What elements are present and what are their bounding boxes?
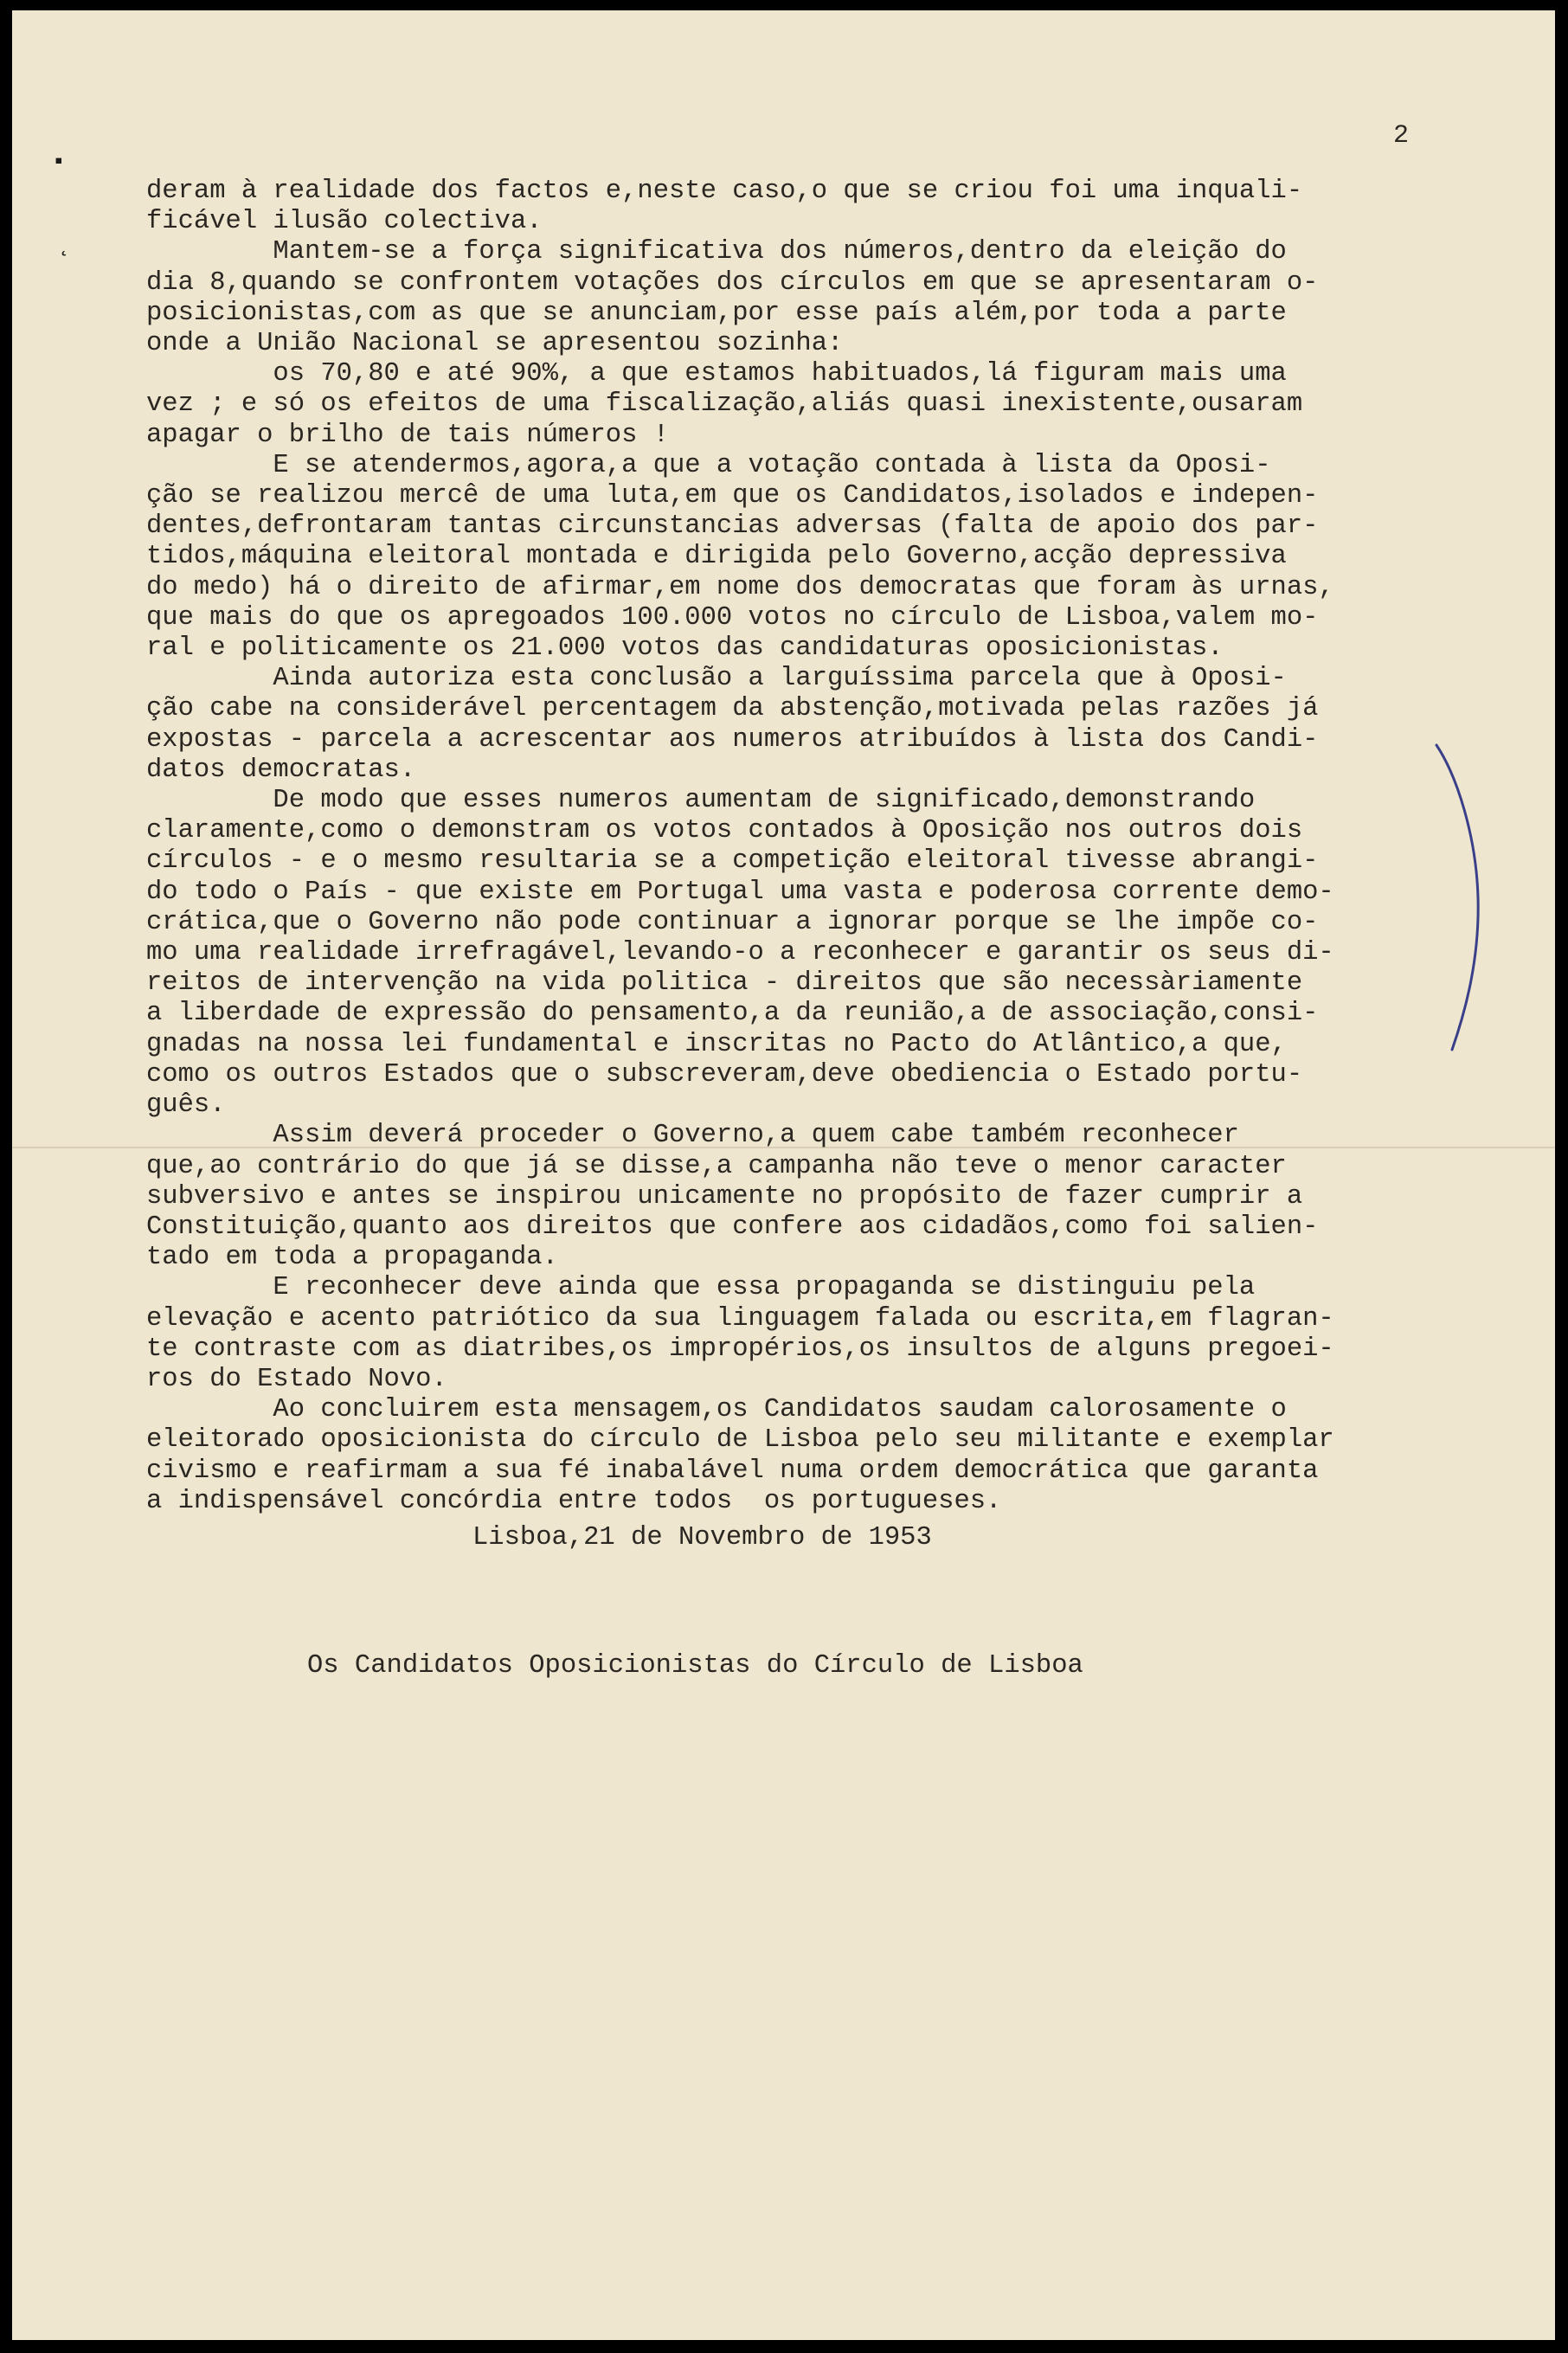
- body-line: a indispensável concórdia entre todos os portugueses.: [146, 1486, 1002, 1516]
- body-line: que,ao contrário do que já se disse,a campanha não teve o menor caracter: [146, 1151, 1287, 1181]
- page-number: 2: [1393, 121, 1410, 151]
- handwritten-margin-bracket: [1431, 742, 1492, 1053]
- place-and-date: Lisboa,21 de Novembro de 1953: [472, 1523, 932, 1553]
- body-line: Ao concluirem esta mensagem,os Candidatos saudam calorosamente o: [146, 1395, 1287, 1425]
- body-line: E se atendermos,agora,a que a votação contada à lista da Oposi-: [146, 450, 1271, 480]
- body-line: dentes,defrontaram tantas circunstancias adversas (falta de apoio dos par-: [146, 511, 1319, 542]
- body-line: Assim deverá proceder o Governo,a quem cabe também reconhecer: [146, 1121, 1239, 1151]
- body-line: ção se realizou mercê de uma luta,em que os Candidatos,isolados e indepen-: [146, 481, 1319, 511]
- body-line: do medo) há o direito de afirmar,em nome dos democratas que foram às urnas,: [146, 572, 1334, 602]
- body-line: tidos,máquina eleitoral montada e dirigida pelo Governo,acção depressiva: [146, 542, 1287, 572]
- body-line: datos democratas.: [146, 755, 416, 785]
- body-line: do todo o País - que existe em Portugal uma vasta e poderosa corrente demo-: [146, 877, 1334, 907]
- margin-mark: ▪: [52, 149, 66, 175]
- body-line: reitos de intervenção na vida politica - direitos que são necessàriamente: [146, 968, 1303, 999]
- body-line: apagar o brilho de tais números !: [146, 420, 669, 450]
- body-line: crática,que o Governo não pode continuar a ignorar porque se lhe impõe co-: [146, 907, 1319, 937]
- signature-line: Os Candidatos Oposicionistas do Círculo de Lisboa: [307, 1651, 1083, 1681]
- body-line: claramente,como o demonstram os votos contados à Oposição nos outros dois: [146, 816, 1303, 846]
- body-line: ção cabe na considerável percentagem da abstenção,motivada pelas razões já: [146, 694, 1319, 724]
- body-line: civismo e reafirmam a sua fé inabalável numa ordem democrática que garanta: [146, 1456, 1319, 1486]
- body-line: gnadas na nossa lei fundamental e inscritas no Pacto do Atlântico,a que,: [146, 1029, 1287, 1059]
- body-line: tado em toda a propaganda.: [146, 1243, 558, 1273]
- body-line: posicionistas,com as que se anunciam,por esse país além,por toda a parte: [146, 298, 1287, 328]
- body-line: E reconhecer deve ainda que essa propaganda se distinguiu pela: [146, 1273, 1256, 1303]
- body-line: eleitorado oposicionista do círculo de Lisboa pelo seu militante e exemplar: [146, 1425, 1334, 1456]
- body-line: te contraste com as diatribes,os impropérios,os insultos de alguns pregoei-: [146, 1334, 1334, 1364]
- body-line: dia 8,quando se confrontem votações dos círculos em que se apresentaram o-: [146, 267, 1319, 298]
- body-line: Ainda autoriza esta conclusão a larguíssima parcela que à Oposi-: [146, 664, 1287, 694]
- body-line: como os outros Estados que o subscreveram,deve obediencia o Estado portu-: [146, 1059, 1303, 1090]
- body-line: ral e politicamente os 21.000 votos das candidaturas oposicionistas.: [146, 633, 1224, 664]
- body-line: círculos - e o mesmo resultaria se a competição eleitoral tivesse abrangi-: [146, 846, 1319, 877]
- body-line: a liberdade de expressão do pensamento,a da reunião,a de associação,consi-: [146, 999, 1319, 1029]
- body-line: ros do Estado Novo.: [146, 1364, 447, 1394]
- body-line: os 70,80 e até 90%, a que estamos habituados,lá figuram mais uma: [146, 359, 1287, 389]
- body-line: subversivo e antes se inspirou unicamente no propósito de fazer cumprir a: [146, 1181, 1303, 1212]
- body-line: Constituição,quanto aos direitos que confere aos cidadãos,como foi salien-: [146, 1212, 1319, 1242]
- body-line: deram à realidade dos factos e,neste caso,o que se criou foi uma inquali-: [146, 177, 1303, 206]
- margin-mark: ˛: [57, 232, 71, 258]
- body-line: onde a União Nacional se apresentou sozinha:: [146, 329, 844, 359]
- letter-body: [146, 177, 1462, 1517]
- body-line: Mantem-se a força significativa dos números,dentro da eleição do: [146, 237, 1287, 267]
- body-line: guês.: [146, 1090, 226, 1121]
- body-line: elevação e acento patriótico da sua linguagem falada ou escrita,em flagran-: [146, 1303, 1334, 1334]
- body-line: expostas - parcela a acrescentar aos numeros atribuídos à lista dos Candi-: [146, 724, 1319, 755]
- body-line: ficável ilusão colectiva.: [146, 207, 543, 237]
- body-line: mo uma realidade irrefragável,levando-o a reconhecer e garantir os seus di-: [146, 938, 1334, 968]
- document-page: [12, 10, 1555, 2340]
- body-line: que mais do que os apregoados 100.000 votos no círculo de Lisboa,valem mo-: [146, 602, 1319, 633]
- body-line: vez ; e só os efeitos de uma fiscalização,aliás quasi inexistente,ousaram: [146, 389, 1303, 420]
- body-line: De modo que esses numeros aumentam de significado,demonstrando: [146, 786, 1256, 816]
